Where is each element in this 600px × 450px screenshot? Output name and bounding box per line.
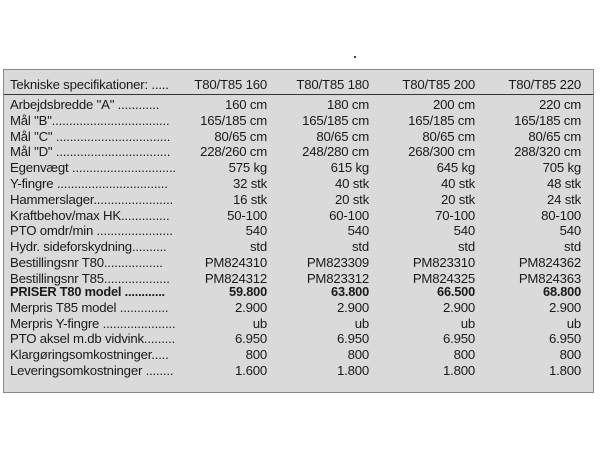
row-value: 2.900 (442, 299, 475, 315)
row-value: 80-100 (541, 207, 581, 223)
row-value: 6.950 (548, 331, 581, 347)
row-value: 1.800 (336, 363, 369, 378)
row-value: 268/300 cm (408, 144, 475, 160)
row-label: Egenvægt .............................. (10, 160, 176, 176)
model-header: T80/T85 220 (508, 77, 581, 92)
row-value: std (250, 239, 267, 255)
row-value: 68.800 (543, 284, 581, 299)
row-label: Hammerslager....................... (10, 191, 174, 207)
table-row (4, 97, 593, 113)
row-value: 220 cm (538, 97, 581, 112)
row-value: 20 stk (441, 191, 475, 207)
table-row (4, 223, 593, 239)
row-label: Mål "D" ................................. (10, 144, 171, 160)
row-label: PTO omdr/min ...................... (10, 223, 173, 239)
row-value: 165/185 cm (302, 112, 369, 128)
row-value: 1.800 (548, 363, 581, 378)
row-value: 705 kg (542, 160, 581, 176)
header-divider (4, 94, 593, 95)
row-value: 165/185 cm (200, 112, 267, 128)
table-row (4, 208, 593, 224)
row-value: 20 stk (335, 191, 369, 207)
row-label: Bestillingsnr T80................. (10, 255, 163, 270)
row-value: PM823309 (306, 255, 369, 270)
row-value: PM824363 (518, 270, 581, 286)
row-value: 800 (559, 347, 581, 363)
table-row (4, 316, 593, 332)
row-value: 2.900 (336, 299, 369, 315)
row-value: 48 stk (547, 176, 581, 191)
row-value: 80/65 cm (422, 128, 475, 144)
row-value: 165/185 cm (408, 112, 475, 128)
row-label: Y-fingre ................................ (10, 176, 168, 191)
row-value: 40 stk (335, 176, 369, 191)
row-value: PM823312 (306, 270, 369, 286)
row-value: 288/320 cm (514, 144, 581, 160)
row-value: ub (354, 315, 369, 331)
row-value: 800 (245, 347, 267, 363)
row-value: PM823310 (412, 255, 475, 270)
row-value: 59.800 (229, 284, 267, 299)
row-value: 1.600 (234, 363, 267, 378)
row-value: 6.950 (336, 331, 369, 347)
row-value: 575 kg (228, 160, 267, 176)
row-value: PM824312 (204, 270, 267, 286)
row-value: 24 stk (547, 191, 581, 207)
row-value: PM824362 (518, 255, 581, 270)
row-value: 70-100 (435, 207, 475, 223)
row-value: 645 kg (436, 160, 475, 176)
row-value: 180 cm (326, 97, 369, 112)
header-label: Tekniske specifikationer: ..... (10, 77, 169, 92)
row-value: 80/65 cm (214, 128, 267, 144)
stray-dot (354, 56, 356, 58)
table-row (4, 239, 593, 255)
row-value: PM824310 (204, 255, 267, 270)
row-label: Kraftbehov/max HK.............. (10, 207, 170, 223)
row-value: 228/260 cm (200, 144, 267, 160)
table-row (4, 363, 593, 379)
row-value: 40 stk (441, 176, 475, 191)
row-value: std (352, 239, 369, 255)
row-label: Arbejdsbredde "A" ............ (10, 97, 160, 112)
table-row (4, 300, 593, 316)
row-value: 60-100 (329, 207, 369, 223)
row-label: Hydr. sideforskydning.......... (10, 239, 167, 255)
row-value: 540 (245, 223, 267, 239)
table-row (4, 176, 593, 192)
row-value: 32 stk (233, 176, 267, 191)
row-value: 16 stk (233, 191, 267, 207)
row-value: 2.900 (548, 299, 581, 315)
row-label: PTO aksel m.db vidvink......... (10, 331, 176, 347)
row-value: 615 kg (330, 160, 369, 176)
row-label: Merpris Y-fingre ..................... (10, 315, 176, 331)
row-value: 248/280 cm (302, 144, 369, 160)
row-value: 80/65 cm (316, 128, 369, 144)
row-label: PRISER T80 model ............ (10, 284, 165, 299)
row-value: 540 (453, 223, 475, 239)
model-header: T80/T85 160 (194, 77, 267, 92)
row-label: Mål "B".................................. (10, 112, 170, 128)
table-row (4, 331, 593, 347)
row-value: 800 (453, 347, 475, 363)
row-value: std (458, 239, 475, 255)
row-value: 50-100 (227, 207, 267, 223)
row-label: Merpris T85 model .............. (10, 299, 169, 315)
row-value: 800 (347, 347, 369, 363)
table-row (4, 129, 593, 145)
row-value: ub (252, 315, 267, 331)
row-value: 160 cm (224, 97, 267, 112)
row-value: 6.950 (234, 331, 267, 347)
header-row (4, 77, 593, 93)
row-value: 80/65 cm (528, 128, 581, 144)
spec-table (3, 69, 594, 393)
row-label: Leveringsomkostninger ........ (10, 363, 174, 378)
table-row (4, 347, 593, 363)
table-row (4, 160, 593, 176)
row-value: ub (566, 315, 581, 331)
table-row (4, 284, 593, 300)
row-value: 540 (347, 223, 369, 239)
row-label: Bestillingsnr T85................... (10, 270, 170, 286)
row-value: 165/185 cm (514, 112, 581, 128)
table-row (4, 113, 593, 129)
row-value: 540 (559, 223, 581, 239)
row-value: std (564, 239, 581, 255)
row-value: 200 cm (432, 97, 475, 112)
row-value: 63.800 (331, 284, 369, 299)
row-value: 2.900 (234, 299, 267, 315)
table-row (4, 144, 593, 160)
row-value: 6.950 (442, 331, 475, 347)
row-value: PM824325 (412, 270, 475, 286)
row-value: 1.800 (442, 363, 475, 378)
row-value: ub (460, 315, 475, 331)
model-header: T80/T85 180 (296, 77, 369, 92)
table-row (4, 192, 593, 208)
model-header: T80/T85 200 (402, 77, 475, 92)
row-label: Klargøringsomkostninger..... (10, 347, 169, 363)
row-label: Mål "C" ................................. (10, 128, 171, 144)
table-row (4, 255, 593, 271)
row-value: 66.500 (437, 284, 475, 299)
